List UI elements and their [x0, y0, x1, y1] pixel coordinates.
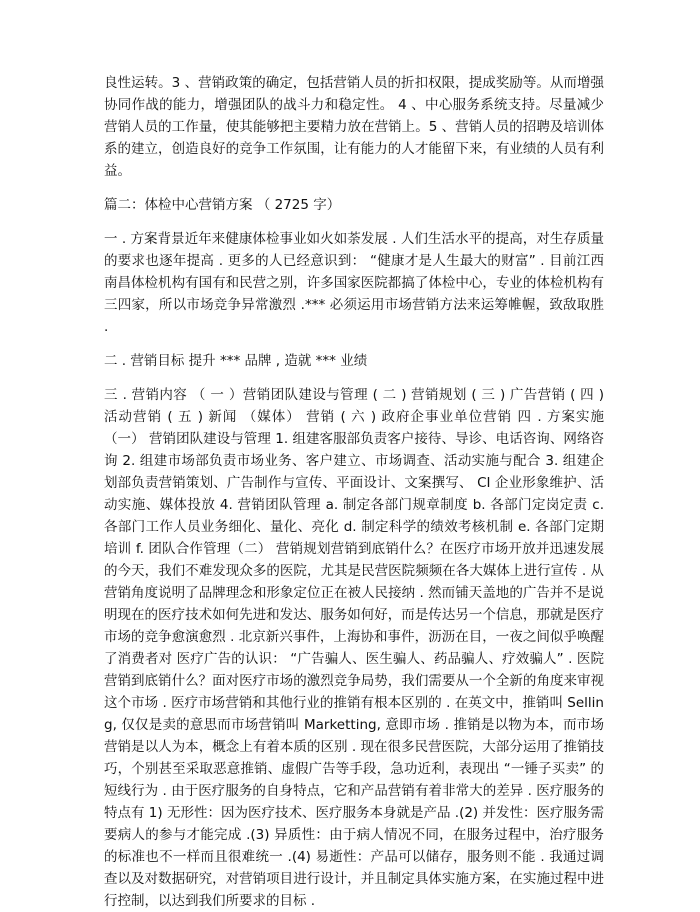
- paragraph-goals: 二 . 营销目标 提升 *** 品牌 , 造就 *** 业绩: [104, 353, 368, 369]
- paragraph-background: 一 . 方案背景近年来健康体检事业如火如荼发展 . 人们生活水平的提高，对生存质量的要求也逐年提高 . 更多的人已经意识到： “健康才是人生最大的财富” . 目前江西南昌体检机构有国有和民营之别，许多国家医院都搞了体检中心，专业的体检机构有三四家，所以市场竞争异常激烈 .*** 必须运用市场营销方法来运筹帷幄，致敌取胜 .: [104, 231, 604, 335]
- paragraph-continuation: 良性运转。3 、营销政策的确定，包括营销人员的折扣权限，提成奖励等。从而增强协同作战的能力，增强团队的战斗力和稳定性。 4 、中心服务系统支持。尽量减少营销人员的工作量，使其能够把主要精力放在营销上。5 、营销人员的招聘及培训体系的建立，创造良好的竞争工作氛围，让有能力的人才能留下来，有业绩的人员有利益。: [104, 75, 604, 179]
- paragraph-content-implementation: 三 . 营销内容 （ 一 ）营销团队建设与管理 ( 二 ) 营销规划 ( 三 ) 广告营销 ( 四 ) 活动营销 ( 五 ) 新闻 （媒体） 营销 ( 六 ) 政府企事业单位营销 四 . 方案实施 （一） 营销团队建设与管理 1. 组建客服部负责客户接待、导诊、电话咨询、网络咨询 2. 组建市场部负责市场业务、客户建立、市场调查、活动实施与配合 3. 组建企划部负责营销策划、广告制作与宣传、平面设计、文案撰写、 CI 企业形象维护、活动实施、媒体投放 4. 营销团队管理 a. 制定各部门规章制度 b. 各部门定岗定责 c. 各部门工作人员业务细化、量化、亮化 d. 制定科学的绩效考核机制 e. 各部门定期培训 f. 团队合作管理（二） 营销规划营销到底销什么？在医疗市场开放并迅速发展的今天，我们不难发现众多的医院，尤其是民营医院频频在各大媒体上进行宣传 . 从营销角度说明了品牌理念和形象定位正在被人民接纳 . 然而铺天盖地的广告并不是说明现在的医疗技术如何先进和发达、服务如何好，而是传达另一个信息，那就是医疗市场的竞争愈演愈烈 . 北京新兴事件，上海协和事件，沥沥在目，一夜之间似乎唤醒了消费者对 医疗广告的认识： “广告骗人、医生骗人、药品骗人、疗效骗人” . 医院营销到底销什么？面对医疗市场的激烈竞争局势，我们需要从一个全新的角度来审视这个市场 . 医疗市场营销和其他行业的推销有根本区别的 . 在英文中，推销叫 Selling, 仅仅是卖的意思而市场营销叫 Marketting, 意即市场 . 推销是以物为本，而市场营销是以人为本，概念上有着本质的区别 . 现在很多民营医院，大部分运用了推销技巧，个别甚至采取恶意推销、虚假广告等手段，急功近利，表现出 “一锤子买卖” 的短线行为 . 由于医疗服务的自身特点，它和产品营销有着非常大的差异 . 医疗服务的特点有 1) 无形性：因为医疗技术、医疗服务本身就是产品 .(2) 并发性：医疗服务需要病人的参与才能完成 .(3) 异质性：由于病人情况不同，在服务过程中，治疗服务的标准也不一样而且很难统一 .(4) 易逝性：产品可以储存，服务则不能 . 我通过调查以及对数据研究，对营销项目进行设计，并且制定具体实施方案，在实施过程中进行控制，以达到我们所要求的目标 .: [104, 387, 604, 909]
- section-heading: 篇二：体检中心营销方案 （ 2725 字）: [104, 197, 341, 213]
- document-page: [104, 72, 604, 912]
